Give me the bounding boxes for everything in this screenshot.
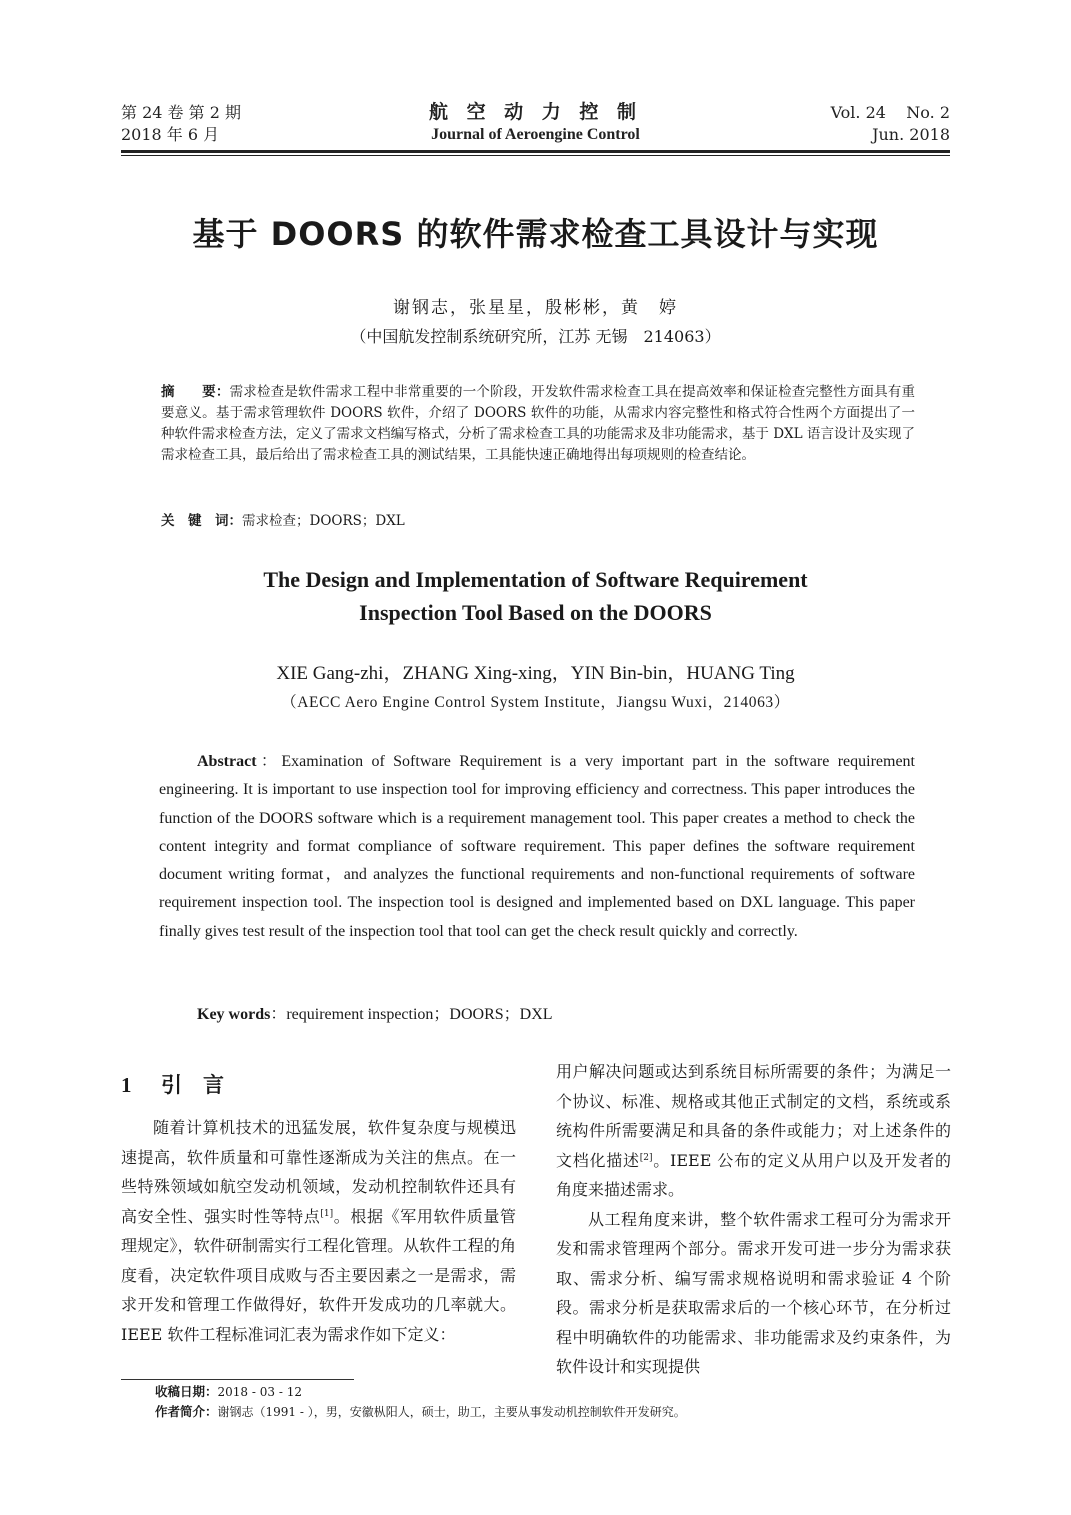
keywords-en-text: requirement inspection；DOORS；DXL xyxy=(286,1006,553,1023)
keywords-en xyxy=(197,1001,915,1029)
paragraph xyxy=(556,1057,951,1205)
header-rule-thin xyxy=(121,155,950,156)
paper-title-en xyxy=(0,563,1071,629)
abstract-en-sep: ： xyxy=(256,753,282,770)
body-right-column xyxy=(556,1057,951,1382)
journal-name-en: Journal of Aeroengine Control xyxy=(431,126,640,143)
author-bio-label: 作者简介： xyxy=(155,1404,218,1419)
author-bio-value: 谢钢志（1991 - ），男，安徽枞阳人，硕士，助工，主要从事发动机控制软件开发研究。 xyxy=(217,1405,686,1419)
body-left-column xyxy=(121,1113,516,1349)
received-value: 2018 - 03 - 12 xyxy=(217,1385,302,1399)
abstract-en xyxy=(159,748,915,946)
abstract-cn-text: 需求检查是软件需求工程中非常重要的一个阶段，开发软件需求检查工具在提高效率和保证检查完整性方面具有重要意义。基于需求管理软件 DOORS 软件，介绍了 DOORS 软件的功能，从需求内容完整性和格式符合性两个方面提出了一种软件需求检查方法，定义了需求文档编写格式，分析了需求检查工具的功能需求及非功能需求，基于 DXL 语言设计及实现了需求检查工具，最后给出了需求检查工具的测试结果，工具能快速正确地得出每项规则的检查结论。 xyxy=(161,384,916,463)
volume-issue-en: Vol. 24 No. 2 xyxy=(830,103,950,122)
affiliation-en: （AECC Aero Engine Control System Institute，Jiangsu Wuxi，214063） xyxy=(281,694,790,711)
header-rule-thick xyxy=(121,150,950,153)
paragraph-text: 。IEEE 公布的定义从用户以及开发者的角度来描述需求。 xyxy=(556,1150,951,1199)
paper-title-en-line1: The Design and Implementation of Software Requirement xyxy=(263,567,808,592)
footnote-rule xyxy=(121,1379,354,1380)
volume-issue-cn: 第 24 卷 第 2 期 xyxy=(121,103,241,122)
issue-info-en xyxy=(831,102,950,146)
affiliation-cn: （中国航发控制系统研究所，江苏 无锡 214063） xyxy=(350,327,721,346)
paragraph: 从工程角度来讲，整个软件需求工程可分为需求开发和需求管理两个部分。需求开发可进一步分为需求获取、需求分析、编写需求规格说明和需求验证 4 个阶段。需求分析是获取需求后的一个核心环节，在分析过程中明确软件的功能需求、非功能需求及约束条件，为软件设计和实现提供 xyxy=(556,1209,951,1376)
received-date xyxy=(155,1382,955,1402)
received-label: 收稿日期： xyxy=(155,1384,218,1399)
keywords-cn xyxy=(161,511,915,532)
paragraph xyxy=(121,1113,516,1349)
keywords-en-sep: ： xyxy=(270,1006,287,1023)
section-number: 1 xyxy=(121,1073,132,1097)
date-en: Jun. 2018 xyxy=(872,125,950,144)
authors-en: XIE Gang-zhi，ZHANG Xing-xing，YIN Bin-bin，HUANG Ting xyxy=(276,663,795,684)
paragraph-text: 随着计算机技术的迅猛发展，软件复杂度与规模迅速提高，软件质量和可靠性逐渐成为关注的焦点。在一些特殊领域如航空发动机领域，发动机控制软件还具有高安全性、强实时性等特点 xyxy=(121,1118,516,1226)
author-bio xyxy=(155,1402,955,1422)
authors-cn: 谢钢志，张星星，殷彬彬，黄 婷 xyxy=(393,298,678,318)
keywords-cn-text: 需求检查；DOORS；DXL xyxy=(242,513,405,529)
keywords-cn-label: 关 键 词： xyxy=(161,513,242,529)
section-heading xyxy=(121,1069,224,1101)
citation-ref: [1] xyxy=(320,1208,334,1219)
section-title: 引 言 xyxy=(161,1073,224,1097)
abstract-en-text: Examination of Software Requirement is a very important part in the software requirement engineering. It is important to use inspection tool for improving efficiency and correctness. This paper introduces the function of the DOORS software which is a requirement management tool. This paper creates a method to check the content integrity and format compliance of software requirement. This paper defines the software requirement document writing format，and analyzes the functional requirements and non-functional requirements of software requirement inspection tool. The inspection tool is designed and implemented based on DXL language. This paper finally gives test result of the inspection tool that tool can get the check result quickly and correctly. xyxy=(159,753,915,940)
paragraph-text: 。根据《军用软件质量管理规定》，软件研制需实行工程化管理。从软件工程的角度看，决定软件项目成败与否主要因素之一是需求，需求开发和管理工作做得好，软件开发成功的几率就大。IEEE 软件工程标准词汇表为需求作如下定义： xyxy=(121,1206,516,1344)
abstract-cn xyxy=(161,382,915,466)
footnotes xyxy=(155,1382,955,1422)
citation-ref: [2] xyxy=(639,1152,653,1163)
paragraph-text: 用户解决问题或达到系统目标所需要的条件；为满足一个协议、标准、规格或其他正式制定的文档，系统或系统构件所需要满足和具备的条件或能力；对上述条件的文档化描述 xyxy=(556,1062,951,1170)
date-cn: 2018 年 6 月 xyxy=(121,125,220,144)
journal-name-cn: 航 空 动 力 控 制 xyxy=(428,101,643,123)
keywords-en-label: Key words xyxy=(197,1006,271,1023)
abstract-cn-label: 摘 要： xyxy=(161,384,230,400)
paper-title-cn: 基于 DOORS 的软件需求检查工具设计与实现 xyxy=(192,215,879,253)
paper-title-en-line2: Inspection Tool Based on the DOORS xyxy=(359,600,712,625)
abstract-en-label: Abstract xyxy=(197,753,257,770)
